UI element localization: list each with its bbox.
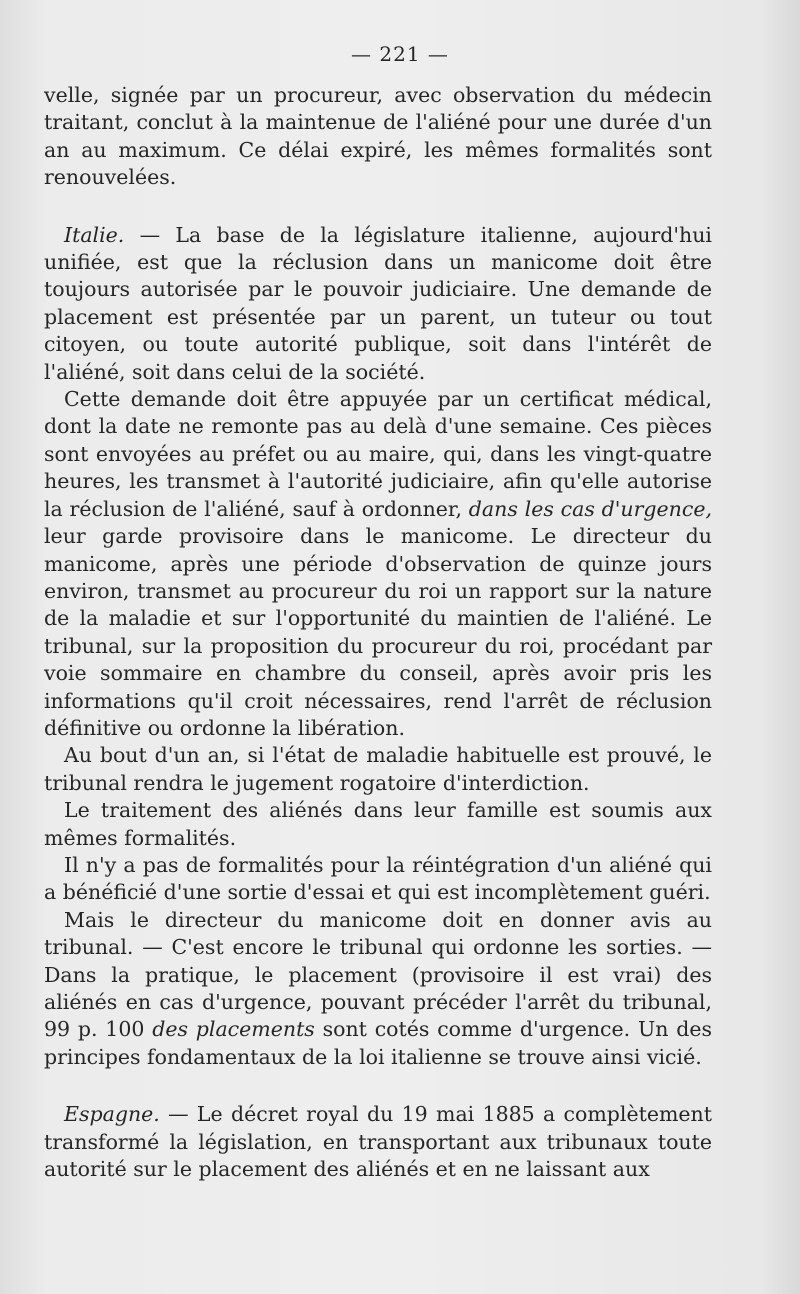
paragraph-directeur bbox=[44, 907, 712, 1071]
paragraph-text: sont cotés comme d'urgence. Un des principes fondamentaux de la loi italienne se trouve ainsi vicié. bbox=[44, 1017, 712, 1069]
paragraph-text: Le traitement des aliénés dans leur famille est soumis aux mêmes formalités. bbox=[44, 798, 712, 850]
paragraph-text: Cette demande doit être appuyée par un certificat médical, dont la date ne remonte pas au delà d'une semaine. Ces pièces sont envoyées au préfet ou au maire, qui, dans les vingt-quatre heures, les transmet à l'autorité judiciaire, afin qu'elle autorise la réclusion de l'aliéné, sauf à ordonner, bbox=[44, 387, 712, 521]
paragraph-continuation bbox=[44, 82, 712, 192]
paragraph-bout-an bbox=[44, 742, 712, 797]
paragraph-text: velle, signée par un procureur, avec observation du médecin traitant, conclut à la maintenue de l'aliéné pour une durée d'un an au maximum. Ce délai expiré, les mêmes formalités sont renouvelées. bbox=[44, 83, 712, 190]
paragraph-traitement bbox=[44, 797, 712, 852]
paragraph-text: Au bout d'un an, si l'état de maladie habituelle est prouvé, le tribunal rendra le jugement rogatoire d'interdiction. bbox=[44, 743, 712, 795]
section-spacer bbox=[44, 1071, 712, 1101]
paragraph-espagne bbox=[44, 1101, 712, 1183]
paragraph-text: — Le décret royal du 19 mai 1885 a complètement transformé la législation, en transportant aux tribunaux toute autorité sur le placement des aliénés et en ne laissant aux bbox=[44, 1102, 712, 1182]
paragraph-reintegration bbox=[44, 852, 712, 907]
country-heading-espagne: Espagne. bbox=[64, 1102, 160, 1127]
page-body bbox=[44, 82, 712, 1183]
paragraph-italie bbox=[44, 222, 712, 386]
italic-phrase: dans les cas d'urgence, bbox=[468, 496, 712, 521]
paragraph-text: leur garde provisoire dans le manicome. Le directeur du manicome, après une période d'observation de quinze jours environ, transmet au procureur du roi un rapport sur la nature de la maladie et sur l'opportunité du maintien de l'aliéné. Le tribunal, sur la proposition du procureur du roi, procédant par voie sommaire en chambre du conseil, après avoir pris les informations qu'il croit nécessaires, rend l'arrêt de réclusion définitive ou ordonne la libération. bbox=[44, 524, 712, 740]
paragraph-text: — La base de la législature italienne, aujourd'hui unifiée, est que la réclusion dans un manicome doit être toujours autorisée par le pouvoir judiciaire. Une demande de placement est présentée par un parent, un tuteur ou tout citoyen, ou toute autorité publique, soit dans l'intérêt de l'aliéné, soit dans celui de la société. bbox=[44, 222, 712, 384]
italic-phrase: des placements bbox=[152, 1017, 315, 1042]
paragraph-text: Il n'y a pas de formalités pour la réintégration d'un aliéné qui a bénéficié d'une sortie d'essai et qui est incomplètement guéri. bbox=[44, 852, 712, 905]
paragraph-text: Mais le directeur du manicome doit en donner avis au tribunal. — C'est encore le tribunal qui ordonne les sorties. — Dans la pratique, le placement (provisoire il est vrai) des aliénés en cas d'urgence, pouvant précéder l'arrêt du tribunal, 99 p. 100 bbox=[44, 907, 712, 1042]
page-number: — 221 — bbox=[351, 42, 449, 66]
section-spacer bbox=[44, 192, 712, 222]
paragraph-demande bbox=[44, 386, 712, 742]
country-heading-italie: Italie. bbox=[64, 222, 125, 247]
